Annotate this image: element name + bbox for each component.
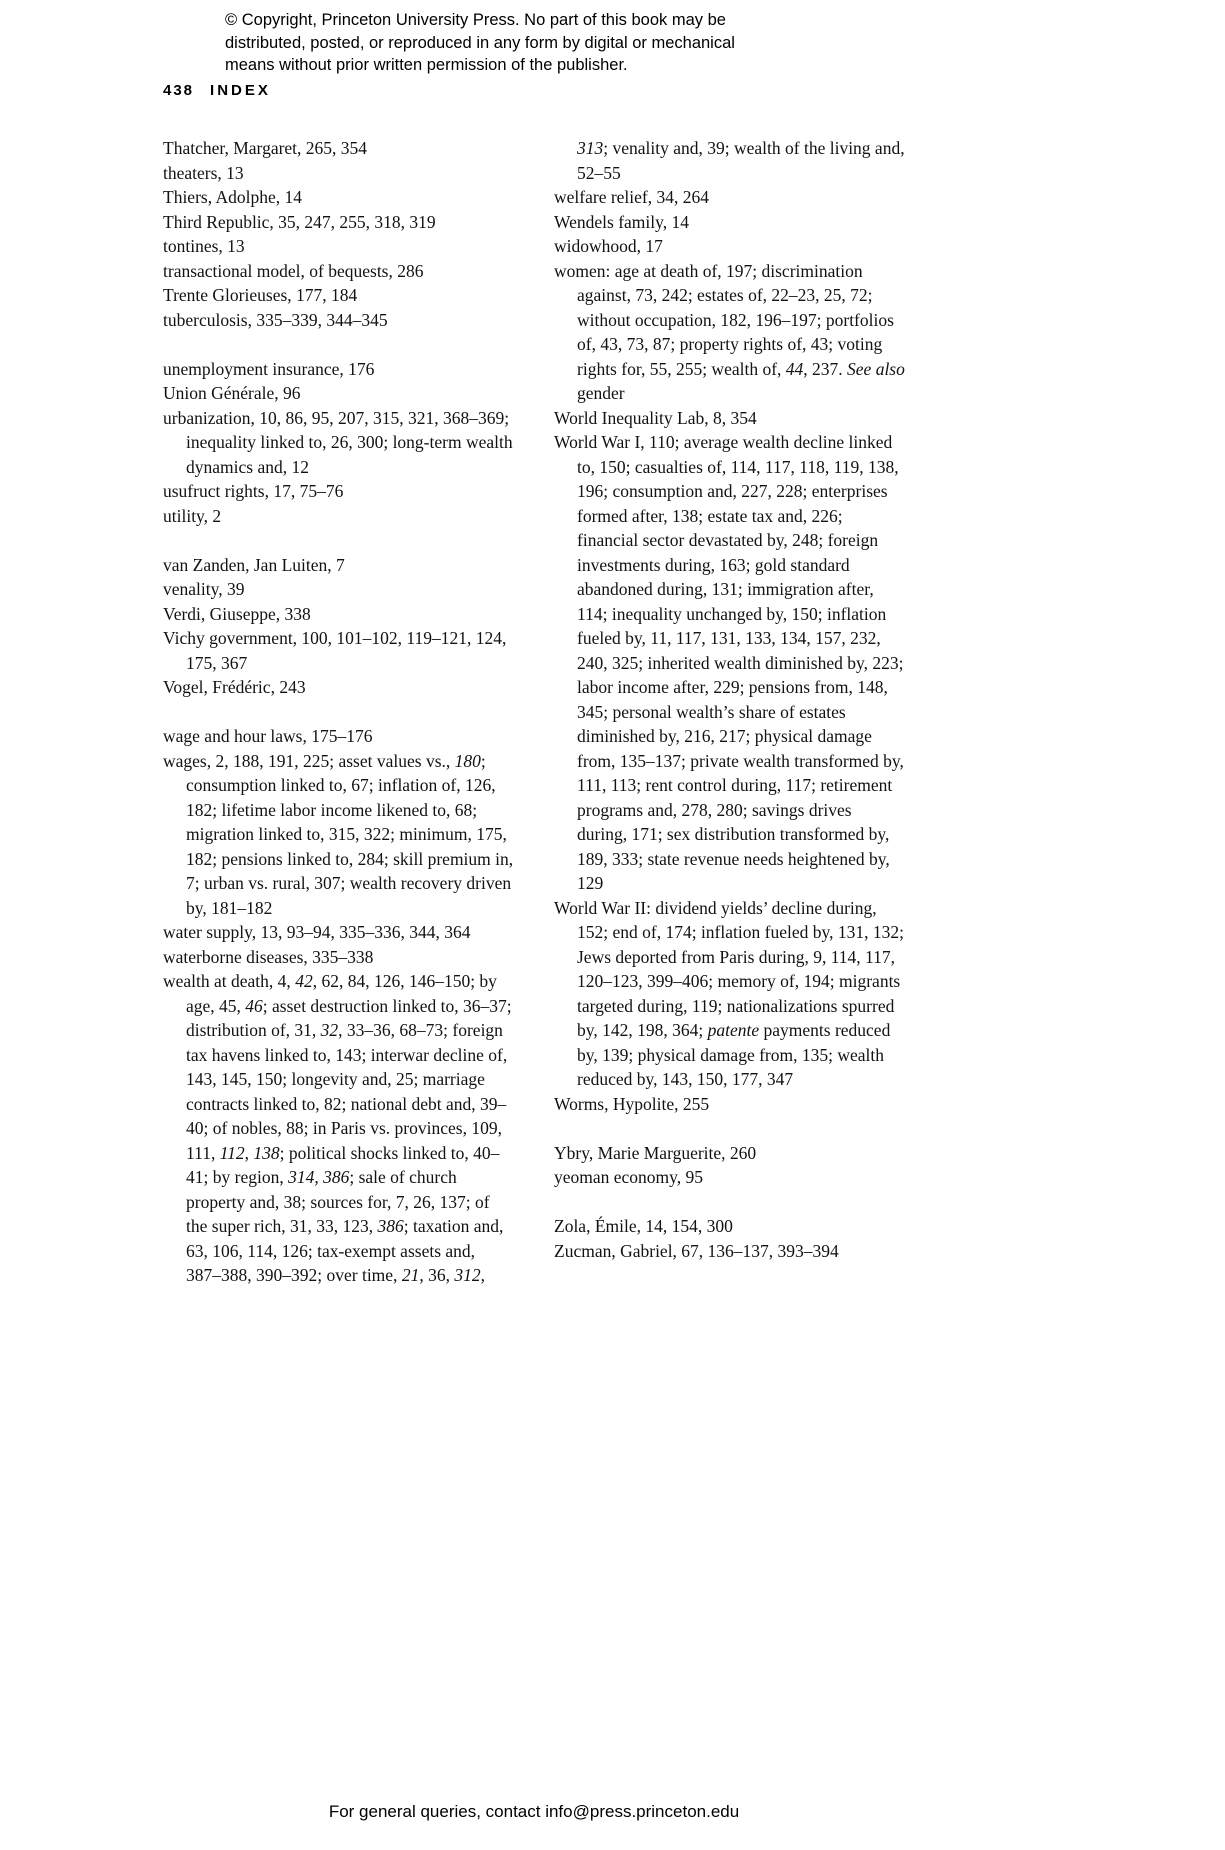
index-entry: women: age at death of, 197; discrimination against, 73, 242; estates of, 22–23, 25, 72; without occupation, 182, 196–197; portfolios of, 43, 73, 87; property rights of, 43; voting rights for, 55, 255; wealth of, 44, 237. See also gender xyxy=(554,260,905,403)
index-entry: waterborne diseases, 335–338 xyxy=(163,946,374,967)
index-entry: wages, 2, 188, 191, 225; asset values vs., 180; consumption linked to, 67; inflation of, 126, 182; lifetime labor income likened to, 68; migration linked to, 315, 322; minimum, 175, 182; pensions linked to, 284; skill premium in, 7; urban vs. rural, 307; wealth recovery driven by, 181–182 xyxy=(163,750,514,918)
index-entry: tontines, 13 xyxy=(163,236,245,256)
index-entry: utility, 2 xyxy=(163,505,222,526)
index-columns xyxy=(163,136,905,1288)
copyright-line-3: means without prior written permission of the publisher. xyxy=(225,56,628,74)
copyright-line-2: distributed, posted, or reproduced in any form by digital or mechanical xyxy=(225,33,735,52)
italic-locator: patente xyxy=(707,1020,760,1040)
index-entry: wage and hour laws, 175–176 xyxy=(163,726,373,746)
index-entry: unemployment insurance, 176 xyxy=(163,358,375,379)
index-entry-continuation: 313; venality and, 39; wealth of the living and, 52–55 xyxy=(577,138,905,183)
index-entry: Verdi, Giuseppe, 338 xyxy=(163,603,311,624)
index-entry: Vogel, Frédéric, 243 xyxy=(163,677,306,697)
italic-locator: 42 xyxy=(295,971,313,991)
running-head xyxy=(163,82,271,99)
index-group xyxy=(163,357,514,529)
index-entry: Zola, Émile, 14, 154, 300 xyxy=(554,1216,733,1236)
italic-locator: 21 xyxy=(401,1265,420,1285)
index-group xyxy=(163,553,514,700)
index-entry: water supply, 13, 93–94, 335–336, 344, 364 xyxy=(163,922,471,942)
footer-note xyxy=(163,1802,905,1822)
italic-locator: 32 xyxy=(320,1020,339,1040)
index-entry: Third Republic, 35, 247, 255, 318, 319 xyxy=(163,211,436,232)
italic-locator: 138 xyxy=(253,1142,280,1163)
index-entry: urbanization, 10, 86, 95, 207, 315, 321, 368–369; inequality linked to, 26, 300; long-term wealth dynamics and, 12 xyxy=(163,407,513,477)
index-entry: Zucman, Gabriel, 67, 136–137, 393–394 xyxy=(554,1240,839,1261)
index-group xyxy=(554,1214,905,1263)
italic-locator: 46 xyxy=(245,995,263,1016)
index-entry: Thiers, Adolphe, 14 xyxy=(163,187,303,207)
index-entry: van Zanden, Jan Luiten, 7 xyxy=(163,554,345,575)
index-group xyxy=(554,136,905,1116)
index-entry: theaters, 13 xyxy=(163,162,244,183)
index-entry: Thatcher, Margaret, 265, 354 xyxy=(163,138,368,158)
copyright-line-1: © Copyright, Princeton University Press. No part of this book may be xyxy=(225,11,726,29)
index-entry: Vichy government, 100, 101–102, 119–121, 124, 175, 367 xyxy=(163,628,507,673)
index-entry: wealth at death, 4, 42, 62, 84, 126, 146–150; by age, 45, 46; asset destruction linked to, 36–37; distribution of, 31, 32, 33–36, 68–73; foreign tax havens linked to, 143; interwar decline of, 143, 145, 150; longevity and, 25; marriage contracts linked to, 82; national debt and, 39–40; of nobles, 88; in Paris vs. provinces, 109, 111, 112, 138; political shocks linked to, 40–41; by region, 314, 386; sale of church property and, 38; sources for, 7, 26, 137; of the super rich, 31, 33, 123, 386; taxation and, 63, 106, 114, 126; tax-exempt assets and, 387–388, 390–392; over time, 21, 36, 312, xyxy=(163,971,512,1285)
italic-locator: See also xyxy=(847,358,905,379)
index-group xyxy=(163,724,514,1288)
index-entry: Trente Glorieuses, 177, 184 xyxy=(163,285,358,305)
index-entry: Worms, Hypolite, 255 xyxy=(554,1093,710,1114)
index-entry: World War II: dividend yields’ decline during, 152; end of, 174; inflation fueled by, 131, 132; Jews deported from Paris during, 9, 114, 117, 120–123, 399–406; memory of, 194; migrants targeted during, 119; nationalizations spurred by, 142, 198, 364; patente payments reduced by, 139; physical damage from, 135; wealth reduced by, 143, 150, 177, 347 xyxy=(554,897,904,1089)
italic-locator: 112 xyxy=(219,1142,245,1163)
italic-locator: 386 xyxy=(377,1216,404,1236)
italic-locator: 180 xyxy=(454,750,481,771)
italic-locator: 312 xyxy=(454,1265,481,1285)
index-entry: venality, 39 xyxy=(163,579,245,599)
index-group xyxy=(554,1141,905,1190)
index-group xyxy=(163,136,514,332)
index-entry: transactional model, of bequests, 286 xyxy=(163,260,424,281)
index-entry: World Inequality Lab, 8, 354 xyxy=(554,407,757,428)
index-entry: World War I, 110; average wealth decline linked to, 150; casualties of, 114, 117, 118, 119, 138, 196; consumption and, 227, 228; enterprises formed after, 138; estate tax and, 226; financial sector devastated by, 248; foreign investments during, 163; gold standard abandoned during, 131; immigration after, 114; inequality unchanged by, 150; inflation fueled by, 11, 117, 131, 133, 134, 157, 232, 240, 325; inherited wealth diminished by, 223; labor income after, 229; pensions from, 148, 345; personal wealth’s share of estates diminished by, 216, 217; physical damage from, 135–137; private wealth transformed by, 111, 113; rent control during, 117; retirement programs and, 278, 280; savings drives during, 171; sex distribution transformed by, 189, 333; state revenue needs heightened by, 129 xyxy=(554,432,904,893)
page-number: 438 xyxy=(163,82,195,99)
section-title: INDEX xyxy=(210,82,271,99)
index-column-left xyxy=(163,136,514,1288)
italic-locator: 313 xyxy=(577,138,604,158)
index-entry: tuberculosis, 335–339, 344–345 xyxy=(163,309,388,330)
index-column-right xyxy=(554,136,905,1288)
index-entry: widowhood, 17 xyxy=(554,236,663,256)
footer-text: For general queries, contact info@press.princeton.edu xyxy=(328,1802,740,1821)
index-entry: welfare relief, 34, 264 xyxy=(554,187,709,207)
italic-locator: 44 xyxy=(785,358,804,379)
copyright-notice xyxy=(225,9,735,77)
index-entry: Wendels family, 14 xyxy=(554,211,689,232)
index-entry: usufruct rights, 17, 75–76 xyxy=(163,481,344,501)
index-entry: Ybry, Marie Marguerite, 260 xyxy=(554,1142,757,1163)
index-entry: yeoman economy, 95 xyxy=(554,1167,704,1187)
index-entry: Union Générale, 96 xyxy=(163,383,301,403)
italic-locator: 314, 386 xyxy=(288,1167,350,1187)
